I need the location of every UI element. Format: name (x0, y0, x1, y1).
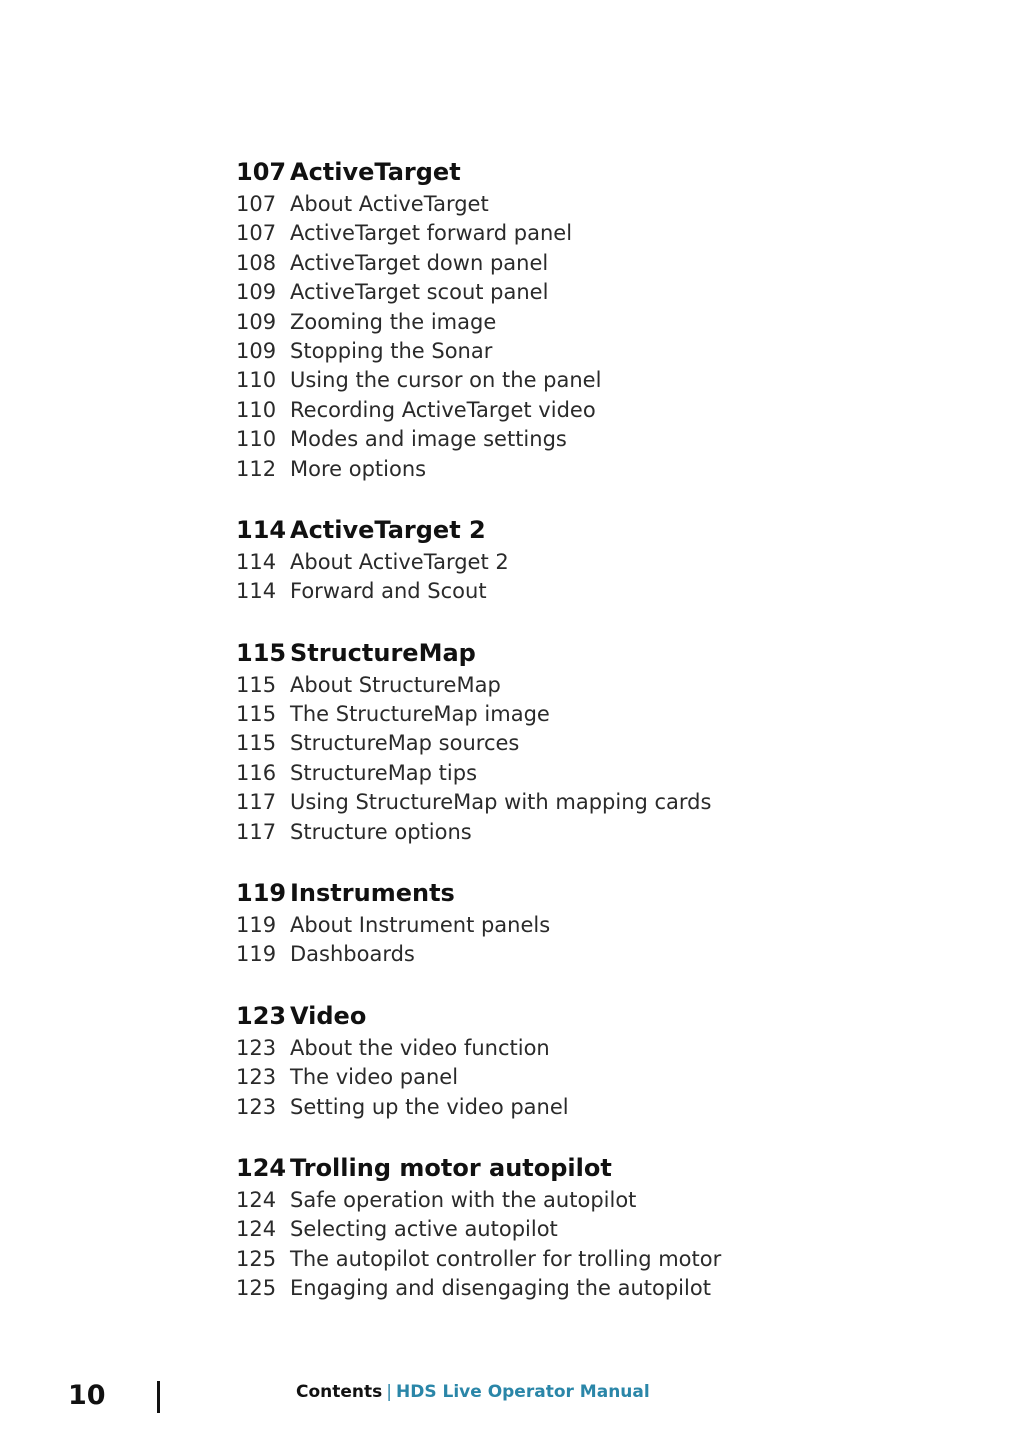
entry-title: About the video function (290, 1035, 550, 1060)
toc-entry[interactable] (236, 427, 936, 456)
footer-separator: | (386, 1382, 392, 1402)
entry-title: Setting up the video panel (290, 1094, 569, 1119)
page-footer (0, 1378, 1024, 1418)
entry-title: Selecting active autopilot (290, 1217, 558, 1242)
entry-page-number: 119 (236, 913, 277, 938)
toc-entry[interactable] (236, 579, 936, 608)
entry-page-number: 114 (236, 549, 277, 574)
entry-title: Structure options (290, 819, 472, 844)
entry-title: The video panel (290, 1065, 459, 1090)
entry-title: Using StructureMap with mapping cards (290, 790, 712, 815)
entry-title: About ActiveTarget 2 (290, 549, 509, 574)
toc-entry[interactable] (236, 820, 936, 849)
toc-entry[interactable] (236, 550, 936, 579)
section-page-number: 124 (236, 1153, 287, 1182)
toc-entry[interactable] (236, 398, 936, 427)
toc-entry[interactable] (236, 251, 936, 280)
entry-title: Recording ActiveTarget video (290, 397, 596, 422)
toc-entry[interactable] (236, 1036, 936, 1065)
toc-section (236, 1154, 936, 1306)
entry-title: About Instrument panels (290, 913, 551, 938)
entry-title: StructureMap sources (290, 731, 520, 756)
entry-page-number: 123 (236, 1094, 277, 1119)
entry-page-number: 109 (236, 309, 277, 334)
toc-entry[interactable] (236, 761, 936, 790)
entry-page-number: 123 (236, 1035, 277, 1060)
toc-entry[interactable] (236, 790, 936, 819)
entry-title: About StructureMap (290, 672, 501, 697)
toc-entry[interactable] (236, 702, 936, 731)
entry-title: StructureMap tips (290, 760, 478, 785)
entry-title: Using the cursor on the panel (290, 368, 602, 393)
entry-page-number: 124 (236, 1187, 277, 1212)
toc-section (236, 158, 936, 486)
entry-title: Stopping the Sonar (290, 338, 493, 363)
toc-section (236, 1002, 936, 1124)
toc-section-heading[interactable] (236, 516, 936, 550)
toc-section-heading[interactable] (236, 1002, 936, 1036)
toc-entry[interactable] (236, 731, 936, 760)
toc-section (236, 879, 936, 972)
toc-entry[interactable] (236, 1276, 936, 1305)
entry-title: ActiveTarget scout panel (290, 280, 549, 305)
section-title: Trolling motor autopilot (290, 1153, 612, 1182)
toc-entry[interactable] (236, 280, 936, 309)
entry-page-number: 115 (236, 731, 277, 756)
toc-entry[interactable] (236, 457, 936, 486)
entry-page-number: 110 (236, 427, 277, 452)
toc-entry[interactable] (236, 1247, 936, 1276)
toc-section-heading[interactable] (236, 158, 936, 192)
running-footer (296, 1382, 650, 1402)
entry-page-number: 116 (236, 760, 277, 785)
entry-page-number: 107 (236, 192, 277, 216)
section-title: Instruments (290, 879, 455, 908)
entry-page-number: 123 (236, 1065, 277, 1090)
entry-page-number: 124 (236, 1217, 277, 1242)
toc-entry[interactable] (236, 368, 936, 397)
toc-section (236, 639, 936, 849)
section-page-number: 123 (236, 1001, 287, 1030)
toc-section-heading[interactable] (236, 879, 936, 913)
section-page-number: 107 (236, 158, 287, 186)
entry-page-number: 115 (236, 702, 277, 727)
entry-page-number: 109 (236, 338, 277, 363)
toc-section (236, 516, 936, 609)
table-of-contents (236, 158, 936, 1336)
entry-page-number: 108 (236, 250, 277, 275)
section-page-number: 114 (236, 515, 287, 544)
entry-page-number: 110 (236, 397, 277, 422)
entry-page-number: 125 (236, 1276, 277, 1301)
entry-page-number: 119 (236, 942, 277, 967)
toc-section-heading[interactable] (236, 639, 936, 673)
toc-entry[interactable] (236, 673, 936, 702)
toc-entry[interactable] (236, 942, 936, 971)
toc-entry[interactable] (236, 1095, 936, 1124)
toc-entry[interactable] (236, 192, 936, 221)
entry-title: More options (290, 456, 427, 481)
section-title: ActiveTarget (290, 158, 461, 186)
page-number: 10 (68, 1380, 106, 1411)
entry-title: Forward and Scout (290, 579, 487, 604)
entry-page-number: 117 (236, 790, 277, 815)
toc-entry[interactable] (236, 221, 936, 250)
entry-title: ActiveTarget forward panel (290, 221, 573, 246)
toc-entry[interactable] (236, 339, 936, 368)
toc-entry[interactable] (236, 1065, 936, 1094)
section-title: StructureMap (290, 638, 476, 667)
toc-entry[interactable] (236, 310, 936, 339)
entry-title: ActiveTarget down panel (290, 250, 549, 275)
entry-title: About ActiveTarget (290, 192, 489, 216)
entry-title: Zooming the image (290, 309, 497, 334)
section-title: Video (290, 1001, 367, 1030)
entry-page-number: 107 (236, 221, 277, 246)
entry-page-number: 109 (236, 280, 277, 305)
entry-page-number: 115 (236, 672, 277, 697)
entry-page-number: 112 (236, 456, 277, 481)
toc-section-heading[interactable] (236, 1154, 936, 1188)
section-page-number: 115 (236, 638, 287, 667)
entry-page-number: 125 (236, 1246, 277, 1271)
entry-page-number: 114 (236, 579, 277, 604)
section-title: ActiveTarget 2 (290, 515, 486, 544)
toc-entry[interactable] (236, 1188, 936, 1217)
section-page-number: 119 (236, 879, 287, 908)
entry-title: Safe operation with the autopilot (290, 1187, 637, 1212)
footer-section-name: Contents (296, 1382, 383, 1402)
entry-page-number: 117 (236, 819, 277, 844)
footer-manual-title: HDS Live Operator Manual (396, 1382, 650, 1402)
toc-entry[interactable] (236, 1217, 936, 1246)
entry-title: Engaging and disengaging the autopilot (290, 1276, 711, 1301)
entry-page-number: 110 (236, 368, 277, 393)
entry-title: Modes and image settings (290, 427, 567, 452)
toc-entry[interactable] (236, 913, 936, 942)
entry-title: The autopilot controller for trolling motor (290, 1246, 722, 1271)
entry-title: Dashboards (290, 942, 415, 967)
footer-divider (157, 1381, 160, 1413)
entry-title: The StructureMap image (290, 702, 550, 727)
